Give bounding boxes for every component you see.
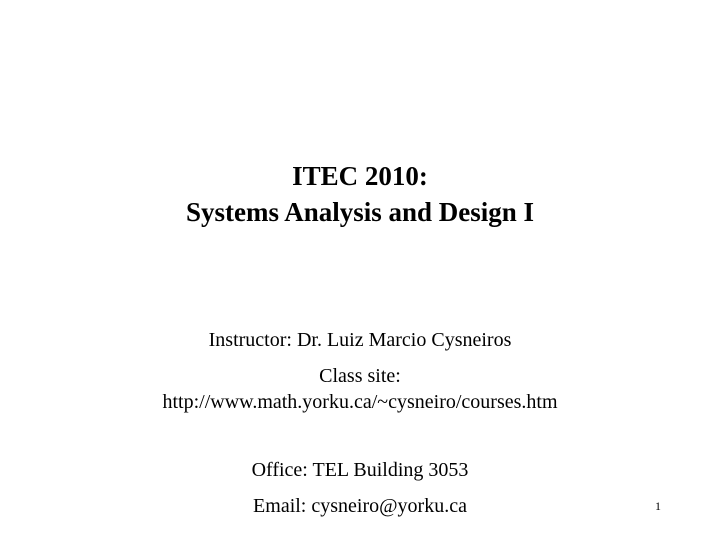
slide-title [0,158,720,230]
title-course-name: Systems Analysis and Design I [185,197,535,227]
title-course-code: ITEC 2010: [292,161,428,191]
page-number: 1 [655,499,661,513]
class-site-url: http://www.math.yorku.ca/~cysneiro/courses.htm [162,391,558,413]
email-line: Email: cysneiro@yorku.ca [253,495,467,517]
office-line: Office: TEL Building 3053 [251,459,469,481]
instructor-line: Instructor: Dr. Luiz Marcio Cysneiros [208,329,512,351]
class-site-label: Class site: [319,365,401,387]
